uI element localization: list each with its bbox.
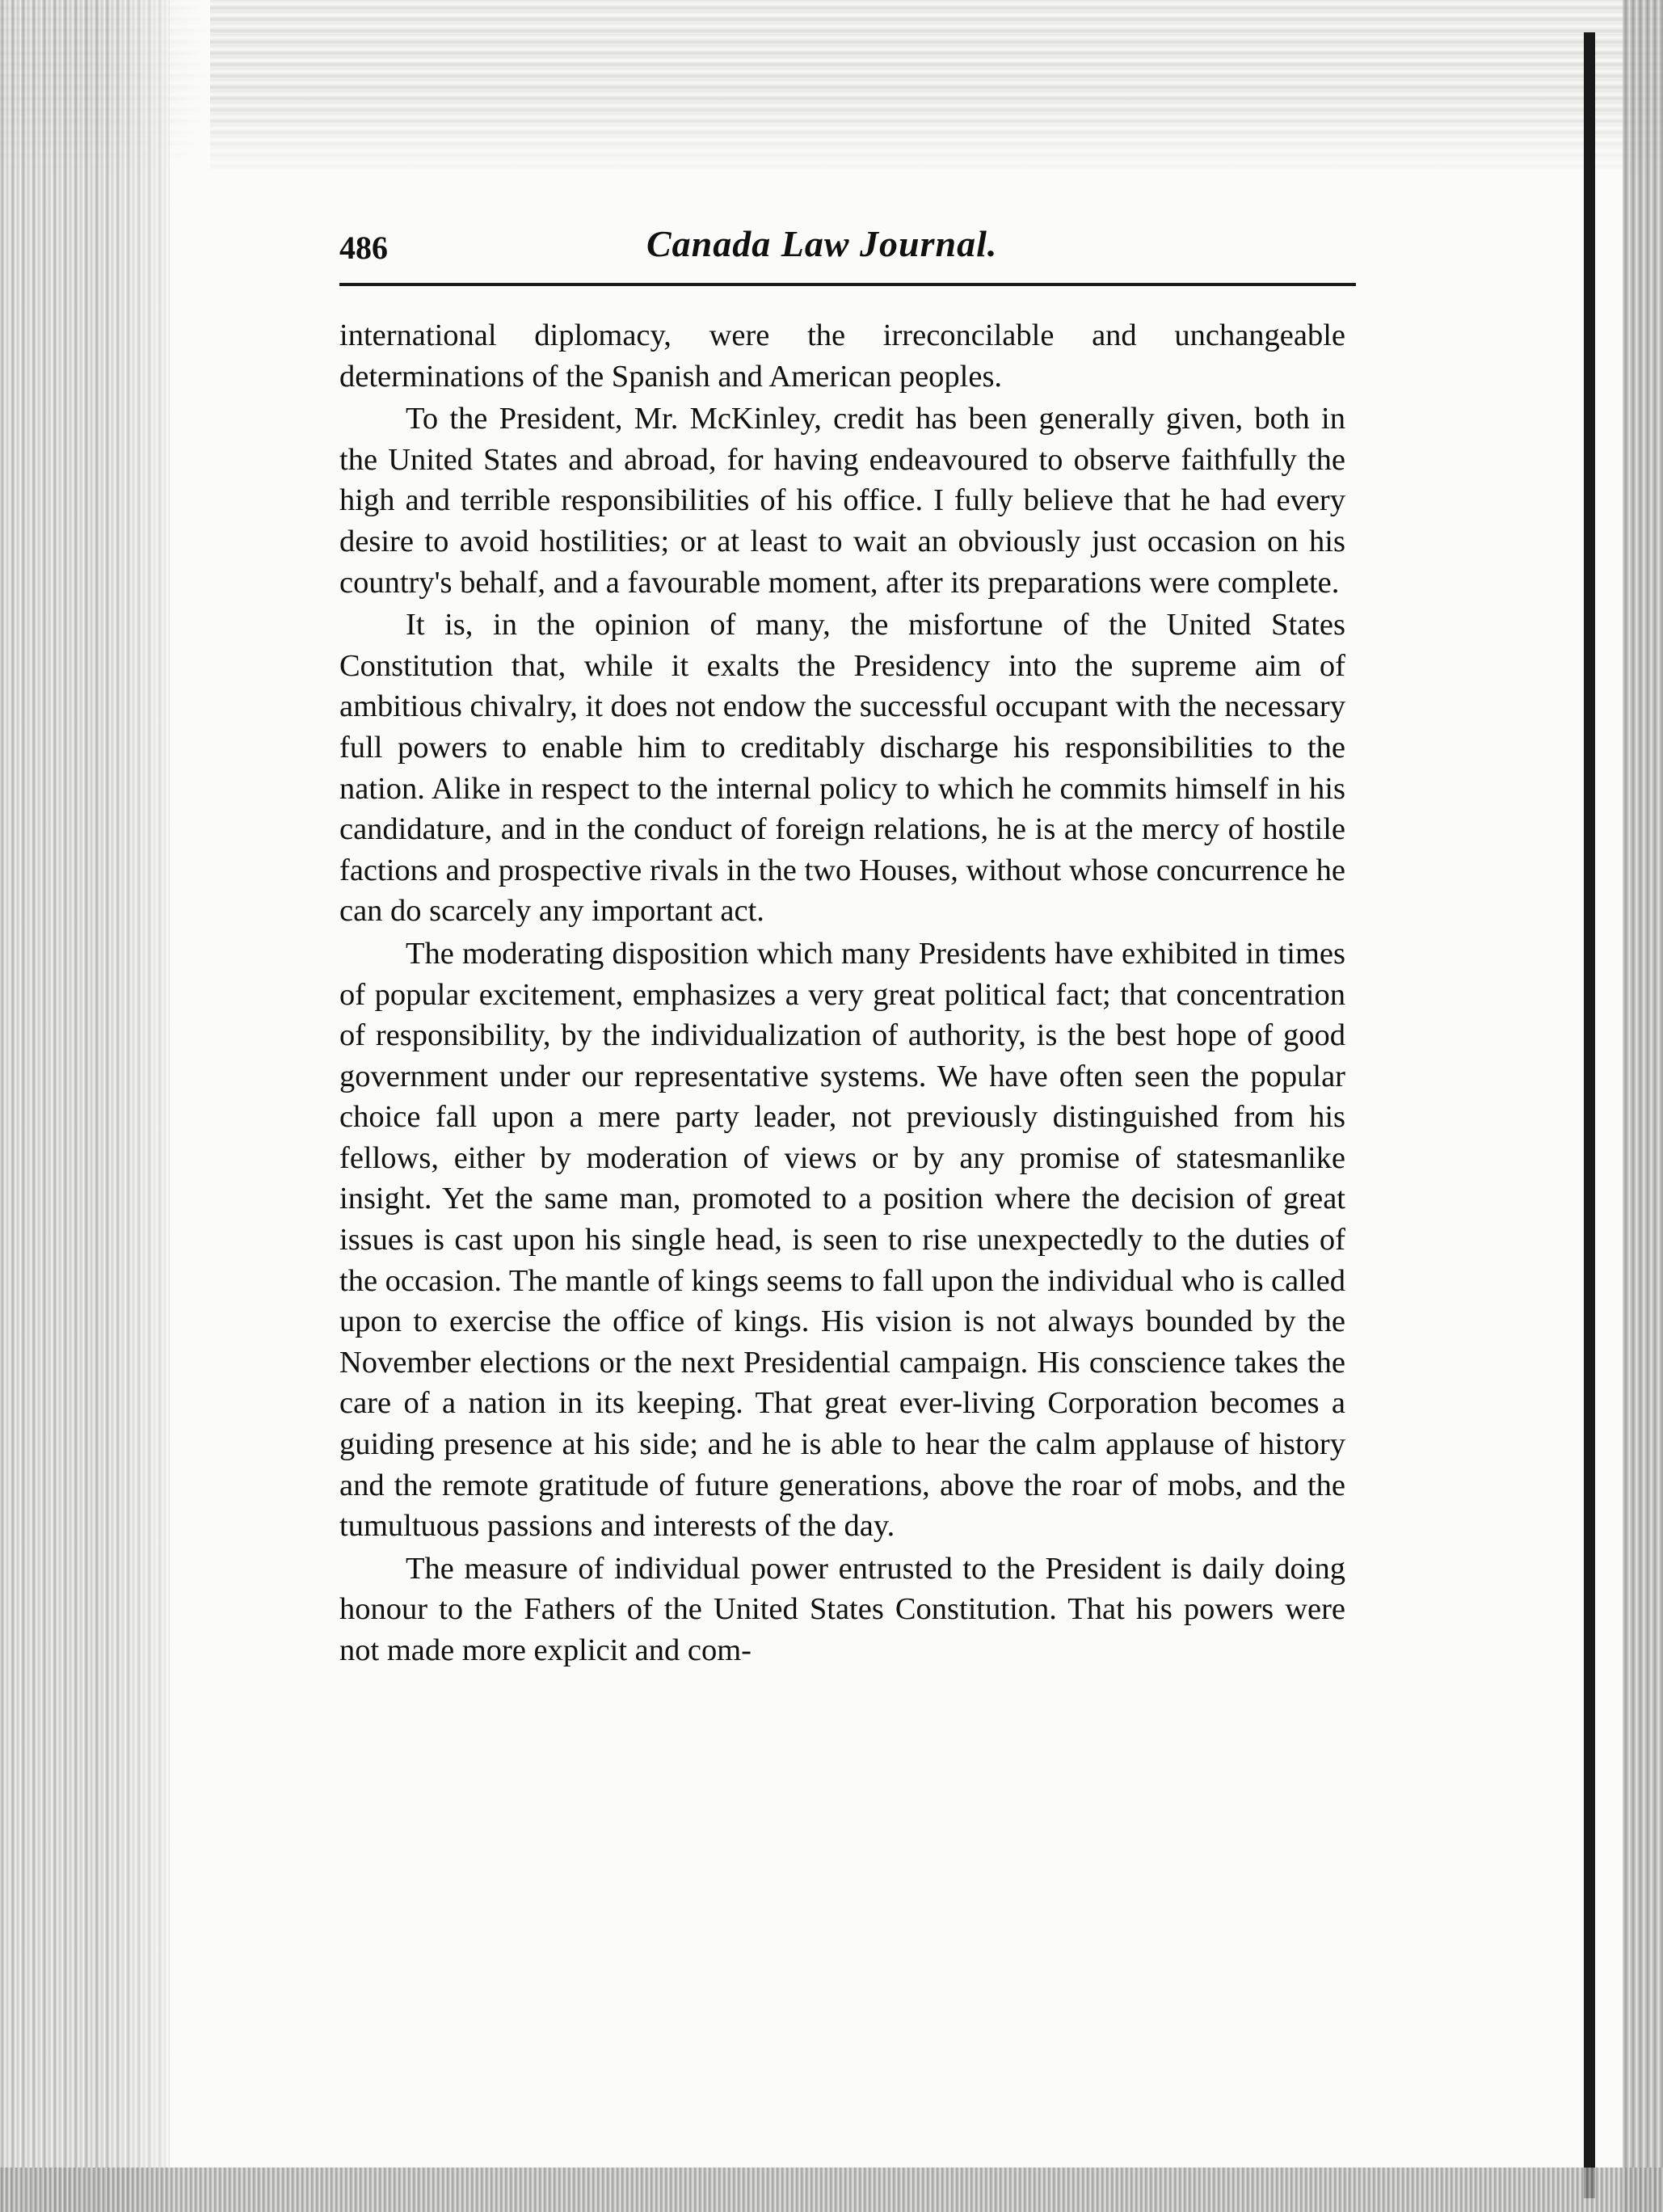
header-rule: [339, 283, 1356, 286]
paragraph-continuation: international diplomacy, were the irreconcilable and unchangeable determinations of the Spanish and American peoples.: [339, 318, 1345, 394]
page-header: [339, 222, 1358, 279]
scan-edge-bottom: [0, 2168, 1663, 2212]
paragraph: To the President, Mr. McKinley, credit has been generally given, both in the United States and abroad, for having endeavoured to observe faithfully the high and terrible responsibilities of his office. I fully believe that he had every desire to avoid hostilities; or at least to wait an obviously just occasion on his country's behalf, and a favourable moment, after its preparations were complete.: [339, 402, 1345, 600]
page-binding-shadow: [1584, 32, 1595, 2198]
paragraph: The measure of individual power entrusted to the President is daily doing honour to the Fathers of the United States Constitution. That his powers were not made more explicit and com-: [339, 1551, 1345, 1667]
article-body: [339, 315, 1345, 1673]
page-number: 486: [339, 230, 388, 266]
running-title: Canada Law Journal.: [646, 223, 998, 264]
paragraph: The moderating disposition which many Presidents have exhibited in times of popular excitement, emphasizes a very great political fact; that concentration of responsibility, by the individualization of authority, is the best hope of good government under our representative systems. We have often seen the popular choice fall upon a mere party leader, not previously distinguished from his fellows, either by moderation of views or by any promise of statesmanlike insight. Yet the same man, promoted to a position where the decision of great issues is cast upon his single head, is seen to rise unexpectedly to the duties of the occasion. The mantle of kings seems to fall upon the individual who is called upon to exercise the office of kings. His vision is not always bounded by the November elections or the next Presidential campaign. His conscience takes the care of a nation in its keeping. That great ever-living Corporation becomes a guiding presence at his side; and he is able to hear the calm applause of history and the remote gratitude of future generations, above the roar of mobs, and the tumultuous passions and interests of the day.: [339, 936, 1345, 1544]
paragraph: It is, in the opinion of many, the misfortune of the United States Constitution that, while it exalts the Presidency into the supreme aim of ambitious chivalry, it does not endow the successful occupant with the necessary full powers to enable him to creditably discharge his responsibilities to the nation. Alike in respect to the internal policy to which he commits himself in his candidature, and in the conduct of foreign relations, he is at the mercy of hostile factions and prospective rivals in the two Houses, without whose concurrence he can do scarcely any important act.: [339, 608, 1345, 929]
scan-edge-right: [1623, 0, 1663, 2212]
